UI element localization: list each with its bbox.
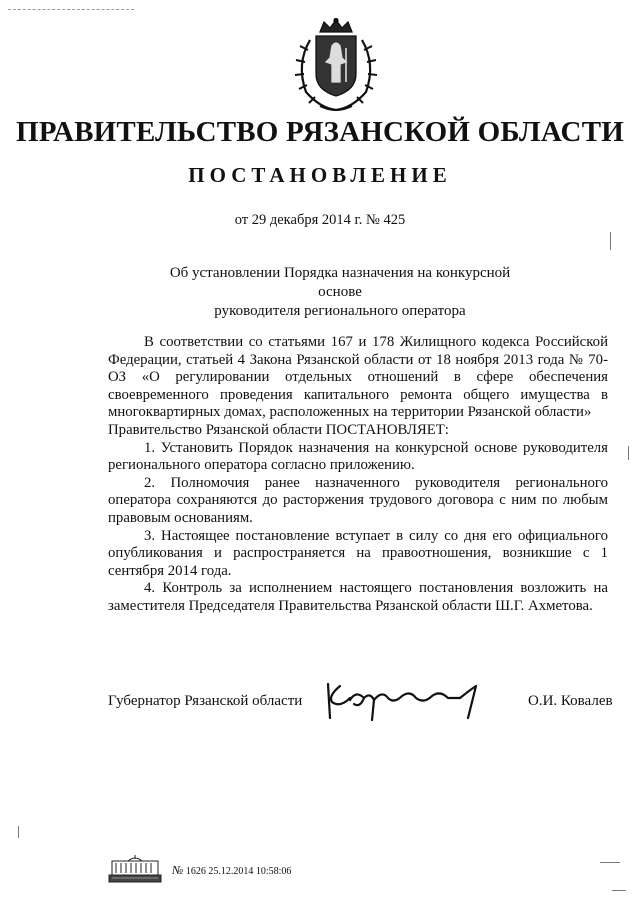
clause-4: 4. Контроль за исполнением настоящего постановления возложить на заместителя Председателя Правительства Рязанской области Ш.Г. Ахметова.	[108, 580, 608, 614]
signatory-position: Губернатор Рязанской области	[108, 693, 303, 709]
building-stamp-icon	[106, 853, 164, 885]
scan-speck	[610, 232, 611, 250]
clause-1: 1. Установить Порядок назначения на конкурсной основе руководителя регионального оператора согласно приложению.	[108, 439, 608, 474]
preamble-paragraph: В соответствии со статьями 167 и 178 Жилищного кодекса Российской Федерации, статьей 4 Закона Рязанской области от 18 ноября 2013 года № 70-ОЗ «О регулировании отдельных отношений в сфере обеспечения своевременного проведения капитального ремонта общего имущества в многоквартирных домах, расположенных на территории Рязанской области»	[108, 334, 608, 421]
document-body	[108, 334, 608, 616]
document-date-number: от 29 декабря 2014 г. № 425	[234, 212, 406, 228]
clause-3: 3. Настоящее постановление вступает в силу со дня его официального опубликования и распространяется на правоотношения, возникшие с 1 сентября 2014 года.	[108, 527, 608, 579]
scan-artifact-line	[8, 9, 134, 10]
handwritten-signature	[320, 678, 490, 724]
subject-line-1: Об установлении Порядка назначения на конкурсной основе	[169, 265, 511, 300]
registration-stamp	[172, 863, 291, 878]
enacting-clause: Правительство Рязанской области ПОСТАНОВЛЯЕТ:	[108, 421, 449, 438]
scan-speck	[600, 862, 620, 863]
number-sign: №	[172, 863, 184, 877]
coat-of-arms-icon	[290, 18, 382, 116]
subject-line-2: руководителя регионального оператора	[214, 303, 466, 319]
document-subject	[150, 264, 530, 321]
registration-text: 1626 25.12.2014 10:58:06	[185, 866, 292, 877]
scan-speck	[612, 890, 626, 891]
scan-speck	[18, 826, 19, 838]
clause-2: 2. Полномочия ранее назначенного руководителя регионального оператора сохраняются до расторжения трудового договора с ним по любым правовым основаниям.	[108, 474, 608, 526]
signatory-name: О.И. Ковалев	[528, 693, 613, 709]
document-type: ПОСТАНОВЛЕНИЕ	[188, 163, 452, 187]
scan-speck	[628, 446, 629, 460]
organization-title: ПРАВИТЕЛЬСТВО РЯЗАНСКОЙ ОБЛАСТИ	[16, 116, 624, 148]
